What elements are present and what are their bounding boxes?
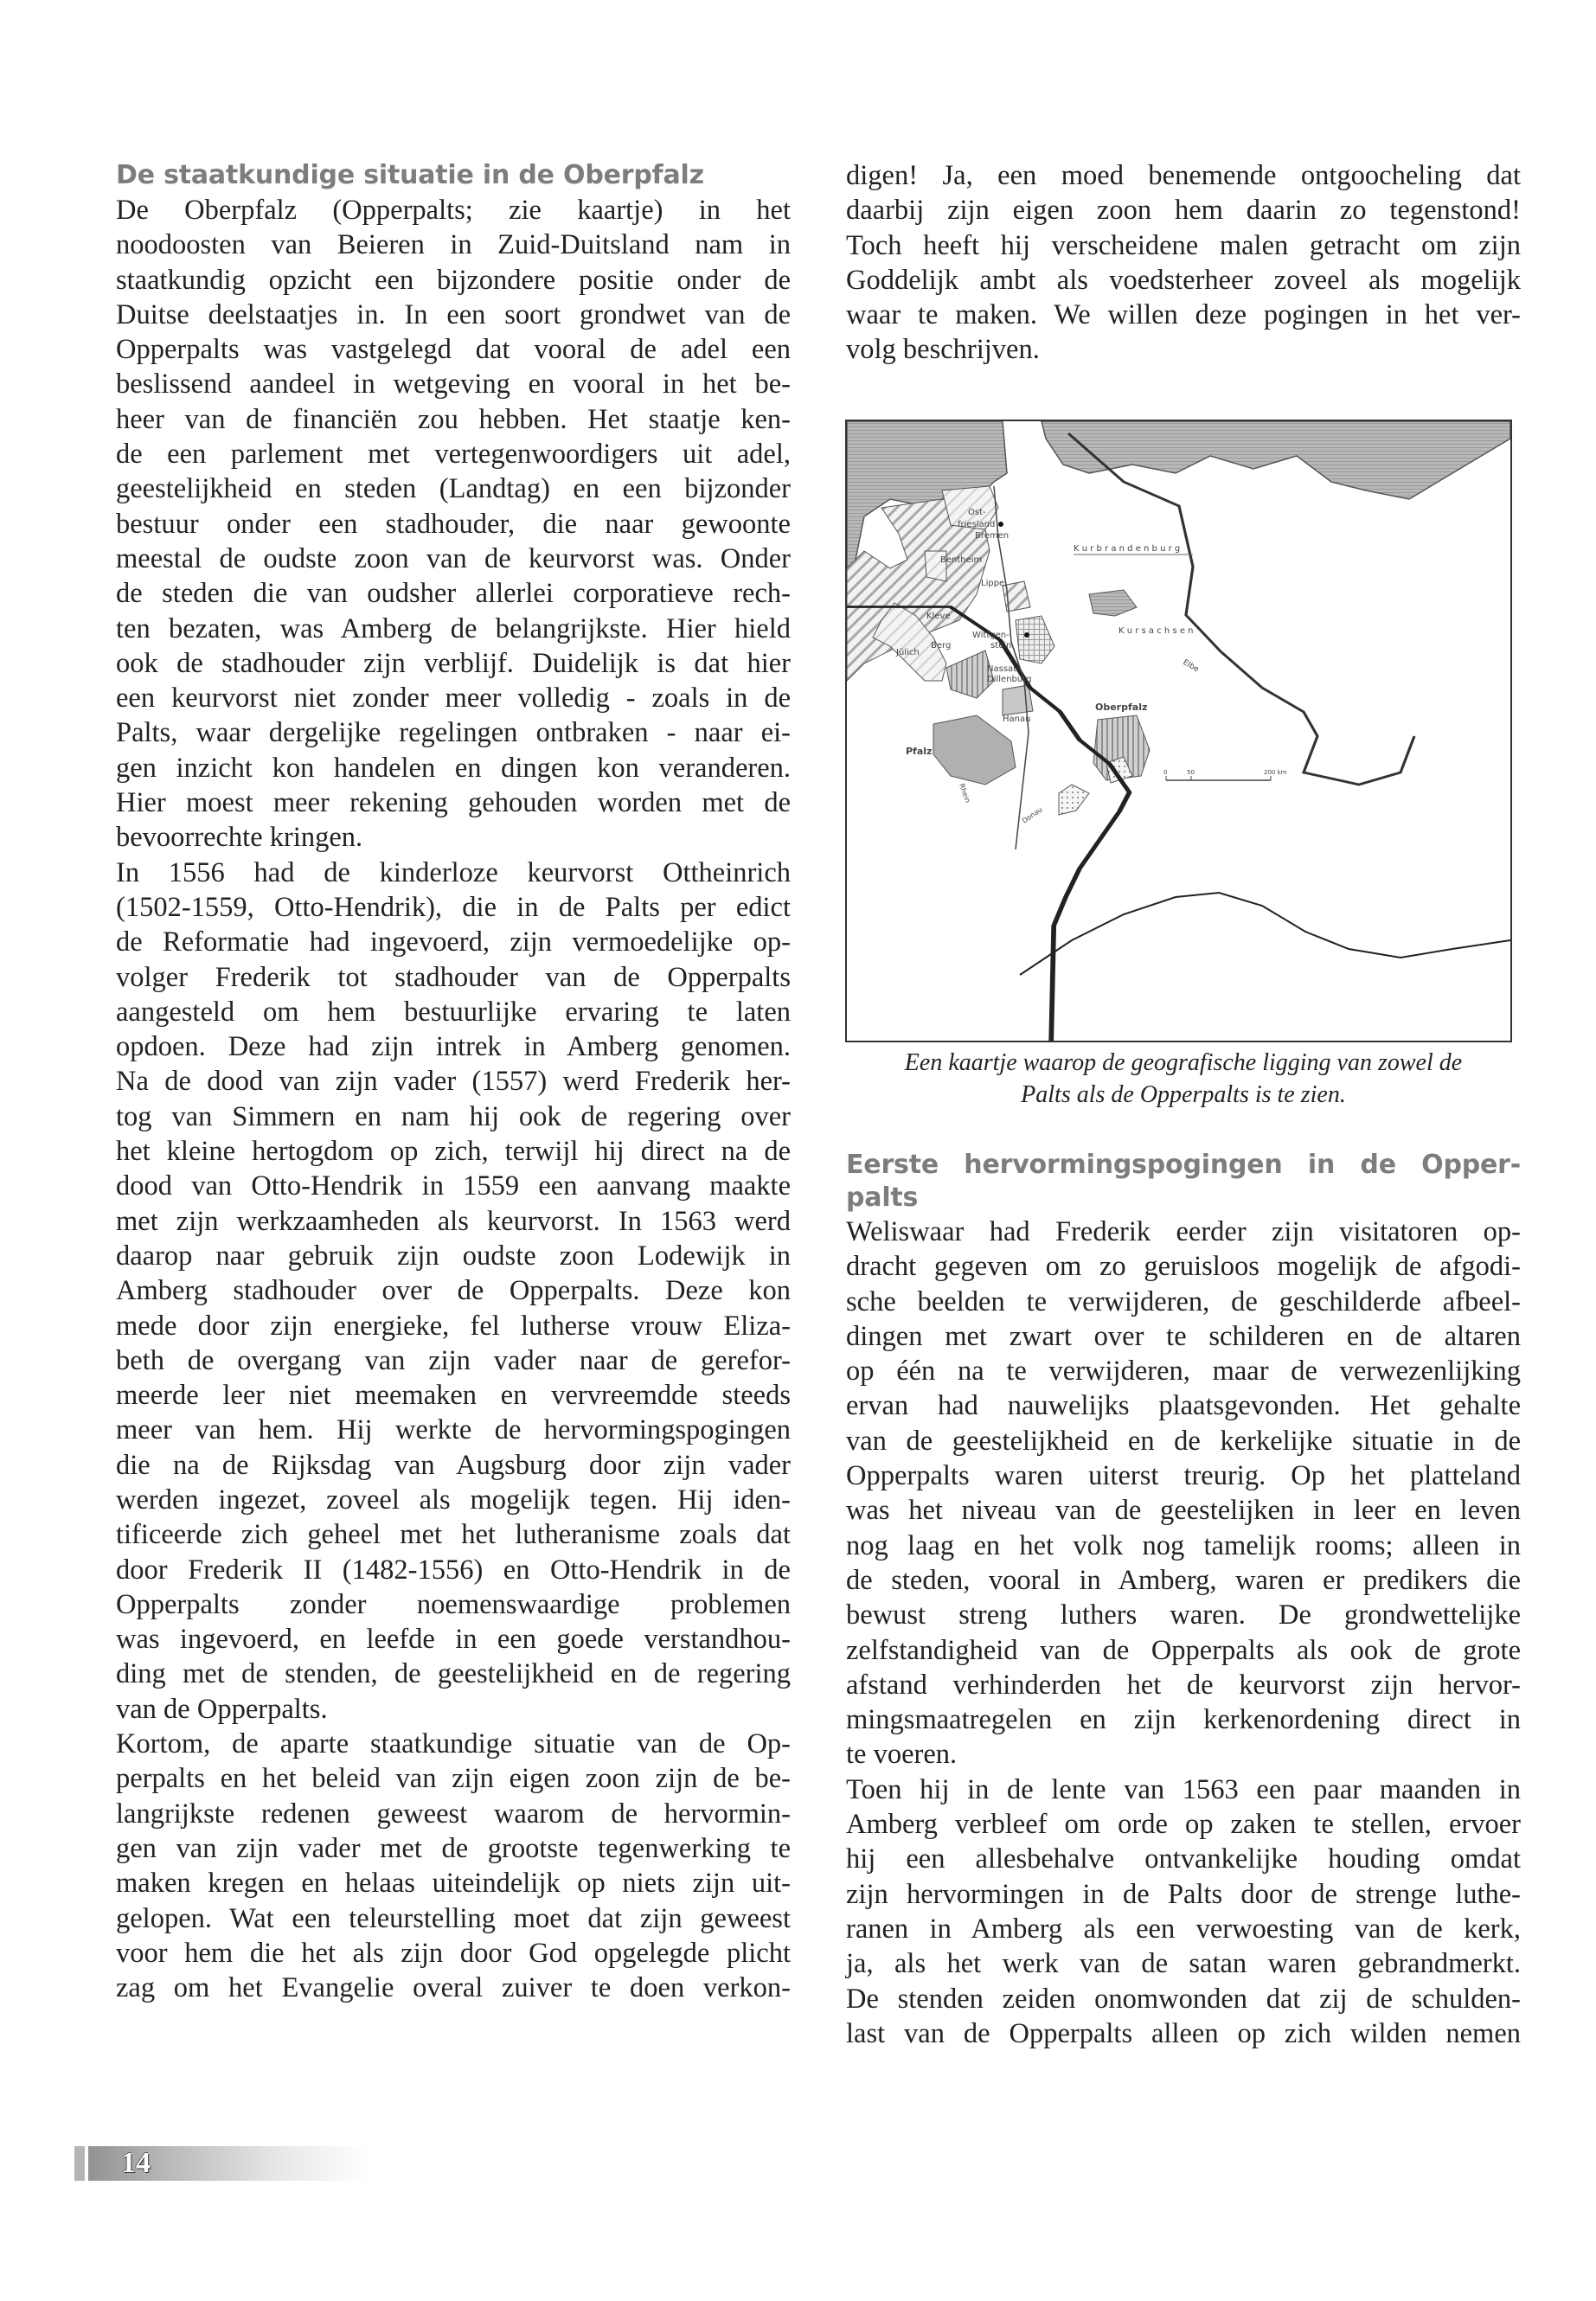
left-text-line: ding met de stenden, de geestelijkheid en de regering <box>116 1658 791 1690</box>
map-label-kursachsen: K u r s a c h s e n <box>1118 626 1194 636</box>
right-text-line: daarbij zijn eigen zoon hem daarin zo tegenstond! <box>846 195 1521 227</box>
section2-text-line: zijn hervormingen in de Palts door de strenge luthe- <box>846 1878 1521 1910</box>
section2-text-line: ja, als het werk van de satan waren gebrandmerkt. <box>846 1948 1521 1980</box>
left-text-line: meestal de oudste zoon van de keurvorst was. Onder <box>116 542 791 574</box>
section2-body <box>846 1215 1521 2051</box>
left-text-line: langrijkste redenen geweest waarom de hervormin- <box>116 1798 791 1830</box>
right-column-top <box>846 158 1521 368</box>
map-label-kleve: Kleve <box>926 612 951 621</box>
map-label-nassau: Nassau- <box>987 664 1022 674</box>
map-label-kurbrandenburg: K u r b r a n d e n b u r g <box>1074 544 1181 554</box>
map-of-germany <box>847 421 1510 1041</box>
left-text-line: geestelijkheid en steden (Landtag) en een bijzonder <box>116 473 791 505</box>
section2-text-line: De stenden zeiden onomwonden dat zij de schulden- <box>846 1983 1521 2015</box>
section2-text-line: van de geestelijkheid en de kerkelijke situatie in de <box>846 1425 1521 1457</box>
left-text-line: met zijn werkzaamheden als keurvorst. In 1563 werd <box>116 1205 791 1237</box>
map-label-wittgenstein: Wittgen- <box>972 631 1010 640</box>
left-text-line: Na de dood van zijn vader (1557) werd Frederik her- <box>116 1066 791 1098</box>
wittgenstein-region <box>1016 616 1054 663</box>
left-text-line: ten bezaten, was Amberg de belangrijkste. Hier hield <box>116 612 791 644</box>
left-text-line: tificeerde zich geheel met het lutheranisme zoals dat <box>116 1519 791 1551</box>
map-label-bentheim: Bentheim <box>940 555 983 565</box>
map-label-ostfriesland-2: friesland <box>958 520 996 529</box>
right-text-line: Goddelijk ambt als voedsterheer zoveel als mogelijk <box>846 264 1521 296</box>
section2-text-line: zelfstandigheid van de Opperpalts als ook de grote <box>846 1634 1521 1666</box>
left-text-line: Kortom, de aparte staatkundige situatie van de Op- <box>116 1728 791 1760</box>
left-text-line: staatkundig opzicht een bijzondere positie onder de <box>116 264 791 296</box>
left-text-line: heer van de financiën zou hebben. Het staatje ken- <box>116 403 791 435</box>
map-label-juelich: Jülich <box>896 648 920 657</box>
left-column <box>116 158 791 2005</box>
left-text-line: gelopen. Wat een teleurstelling moet dat zijn geweest <box>116 1902 791 1934</box>
section2-text-line: ranen in Amberg als een verwoesting van de kerk, <box>846 1913 1521 1945</box>
map-label-nassau-2: Dillenburg <box>987 675 1032 684</box>
map-figure <box>845 420 1512 1042</box>
left-text-line: noodoosten van Beieren in Zuid-Duitsland nam in <box>116 229 791 261</box>
section2-text-line: dingen met zwart over te schilderen en de altaren <box>846 1320 1521 1352</box>
left-text-line: dood van Otto-Hendrik in 1559 een aanvang maakte <box>116 1170 791 1202</box>
left-text-line: volger Frederik tot stadhouder van de Opperpalts <box>116 961 791 993</box>
map-label-oberpfalz: Oberpfalz <box>1095 702 1148 713</box>
page-number-bar <box>74 2146 369 2181</box>
left-text-line: Hier moest meer rekening gehouden worden met de <box>116 787 791 819</box>
baltic-sea <box>1042 421 1510 499</box>
left-text-line: die na de Rijksdag van Augsburg door zijn vader <box>116 1449 791 1481</box>
left-text-line: de Reformatie had ingevoerd, zijn vermoedelijke op- <box>116 926 791 958</box>
right-text-line: volg beschrijven. <box>846 334 1040 366</box>
scale-label-0: 0 <box>1163 769 1168 776</box>
right-column-body <box>846 158 1521 368</box>
section2-text-line: Amberg verbleef om orde op zaken te stellen, ervoer <box>846 1809 1521 1841</box>
section2-text-line: ervan had nauwelijks plaatsgevonden. Het gehalte <box>846 1390 1521 1422</box>
map-label-hanau: Hanau <box>1003 715 1031 724</box>
map-label-donau: Donau <box>1020 805 1044 825</box>
left-text-line: meerde leer niet meemaken en vervreemdde steeds <box>116 1380 791 1412</box>
left-text-line: de een parlement met vertegenwoordigers uit adel, <box>116 439 791 471</box>
right-text-line: Toch heeft hij verscheidene malen getracht om zijn <box>846 229 1521 261</box>
section2-text-line: op één na te verwijderen, maar de verwezenlijking <box>846 1356 1521 1388</box>
left-text-line: Opperpalts zonder noemenswaardige problemen <box>116 1588 791 1620</box>
section2-text-line: Toen hij in de lente van 1563 een paar maanden in <box>846 1773 1521 1805</box>
left-text-line: beth de overgang van zijn vader naar de gerefor- <box>116 1344 791 1376</box>
heading-line-1: Eerste hervormingspogingen in de Opper- <box>846 1150 1521 1180</box>
section-heading-eerste-hervormingspogingen <box>846 1149 1521 1215</box>
right-text-line: waar te maken. We willen deze pogingen in het ver- <box>846 299 1521 331</box>
left-text-line: ook de stadhouder zijn verblijf. Duidelijk is dat hier <box>116 647 791 679</box>
left-text-line: van de Opperpalts. <box>116 1693 328 1725</box>
left-text-line: door Frederik II (1482-1556) en Otto-Hendrik in de <box>116 1554 791 1586</box>
left-text-line: (1502-1559, Otto-Hendrik), die in de Palts per edict <box>116 891 791 923</box>
left-text-line: perpalts en het beleid van zijn eigen zoon zijn de be- <box>116 1763 791 1795</box>
left-column-body <box>116 193 791 2005</box>
section2-text-line: Opperpalts waren uiterst treurig. Op het platteland <box>846 1460 1521 1492</box>
left-text-line: meer van hem. Hij werkte de hervormingspogingen <box>116 1414 791 1446</box>
left-text-line: opdoen. Deze had zijn intrek in Amberg genomen. <box>116 1031 791 1063</box>
pfalz-region <box>933 715 1016 785</box>
left-text-line: daarop naar gebruik zijn oudste zoon Lodewijk in <box>116 1240 791 1272</box>
left-text-line: een keurvorst niet zonder meer volledig - zoals in de <box>116 683 791 715</box>
left-text-line: bevoorrechte kringen. <box>116 822 363 854</box>
map-label-rhein: Rhein <box>958 782 972 804</box>
caption-line-2: Palts als de Opperpalts is te zien. <box>1021 1081 1346 1108</box>
section2-text-line: hij een allesbehalve ontvankelijke houding omdat <box>846 1843 1521 1875</box>
page-number-stripe <box>74 2146 85 2181</box>
left-text-line: De Oberpfalz (Opperpalts; zie kaartje) in het <box>116 195 791 226</box>
left-text-line: Palts, waar dergelijke regelingen ontbraken - naar ei- <box>116 717 791 749</box>
kursachsen-region <box>1089 590 1137 616</box>
section2-text-line: afstand verhinderden het de keurvorst zijn hervor- <box>846 1669 1521 1701</box>
section2-text-line: dracht gegeven om zo geruisloos mogelijk de afgodi- <box>846 1251 1521 1283</box>
left-text-line: gen inzicht kon handelen en dingen kon veranderen. <box>116 752 791 784</box>
left-text-line: beslissend aandeel in wetgeving en vooral in het be- <box>116 369 791 401</box>
right-text-line: digen! Ja, een moed benemende ontgoocheling dat <box>846 160 1521 191</box>
map-label-elbe: Elbe <box>1181 657 1201 675</box>
left-text-line: Duitse deelstaatjes in. In een soort grondwet van de <box>116 298 791 330</box>
section2-text-line: mingsmaatregelen en zijn kerkenordening direct in <box>846 1704 1521 1736</box>
figure-caption <box>846 1047 1521 1111</box>
left-text-line: mede door zijn energieke, fel lutherse vrouw Eliza- <box>116 1310 791 1342</box>
section2-text-line: was het niveau van de geestelijken in leer en leven <box>846 1495 1521 1527</box>
left-text-line: de steden die van oudsher allerlei corporatieve rech- <box>116 578 791 610</box>
map-label-pfalz: Pfalz <box>906 746 933 757</box>
section2-text-line: de steden, vooral in Amberg, waren er predikers die <box>846 1564 1521 1596</box>
donau-river <box>1020 893 1510 975</box>
page-number: 14 <box>121 2147 151 2179</box>
left-text-line: tog van Simmern en nam hij ook de regering over <box>116 1100 791 1132</box>
section2-text-line: bewust streng luthers waren. De grondwettelijke <box>846 1599 1521 1631</box>
left-text-line: gen van zijn vader met de grootste tegenwerking te <box>116 1832 791 1864</box>
caption-line-1: Een kaartje waarop de geografische ligging van zowel de <box>904 1049 1463 1076</box>
map-scale-bar <box>1163 769 1287 780</box>
section2-text-line: te voeren. <box>846 1739 958 1771</box>
left-text-line: aangesteld om hem bestuurlijke ervaring te laten <box>116 996 791 1028</box>
donau-dotted-region <box>1059 785 1089 815</box>
scale-label-200: 200 km <box>1264 769 1287 776</box>
left-text-line: zag om het Evangelie overal zuiver te doen verkon- <box>116 1972 791 2004</box>
left-text-line: het kleine hertogdom op zich, terwijl hij direct na de <box>116 1136 791 1168</box>
left-text-line: werden ingezet, zoveel als mogelijk tegen. Hij iden- <box>116 1484 791 1516</box>
page-number-gap <box>85 2146 88 2181</box>
left-text-line: maken kregen en helaas uiteindelijk op niets zijn uit- <box>116 1868 791 1900</box>
wittgenstein-marker <box>1024 632 1029 638</box>
section2-text-line: sche beelden te verwijderen, de geschilderde afbeel- <box>846 1285 1521 1317</box>
map-label-ostfriesland: Ost- <box>968 508 986 517</box>
left-text-line: bestuur onder een stadhouder, die naar gewoonte <box>116 508 791 540</box>
left-text-line: Amberg stadhouder over de Opperpalts. Deze kon <box>116 1275 791 1307</box>
map-label-wittgenstein-2: stein <box>990 641 1012 651</box>
section-eerste-hervormingspogingen <box>846 1149 1521 2051</box>
left-text-line: In 1556 had de kinderloze keurvorst Ottheinrich <box>116 856 791 888</box>
section2-text-line: last van de Opperpalts alleen op zich wilden nemen <box>846 2017 1521 2049</box>
section-heading-staatkundige-situatie: De staatkundige situatie in de Oberpfalz <box>116 160 704 190</box>
map-label-berg: Berg <box>931 641 952 651</box>
hanau-region <box>1003 685 1033 715</box>
map-label-lippe: Lippe <box>981 579 1005 588</box>
heading-line-2: palts <box>846 1183 919 1213</box>
section2-text-line: nog laag en het volk nog tamelijk rooms; alleen in <box>846 1529 1521 1561</box>
section2-text-line: Weliswaar had Frederik eerder zijn visitatoren op- <box>846 1216 1521 1247</box>
left-text-line: was ingevoerd, en leefde in een goede verstandhou- <box>116 1624 791 1656</box>
scale-label-50: 50 <box>1187 769 1195 776</box>
left-text-line: voor hem die het als zijn door God opgelegde plicht <box>116 1937 791 1969</box>
left-text-line: Opperpalts was vastgelegd dat vooral de adel een <box>116 334 791 366</box>
map-label-bremen: Bremen <box>975 531 1010 541</box>
bremen-marker <box>998 522 1003 527</box>
